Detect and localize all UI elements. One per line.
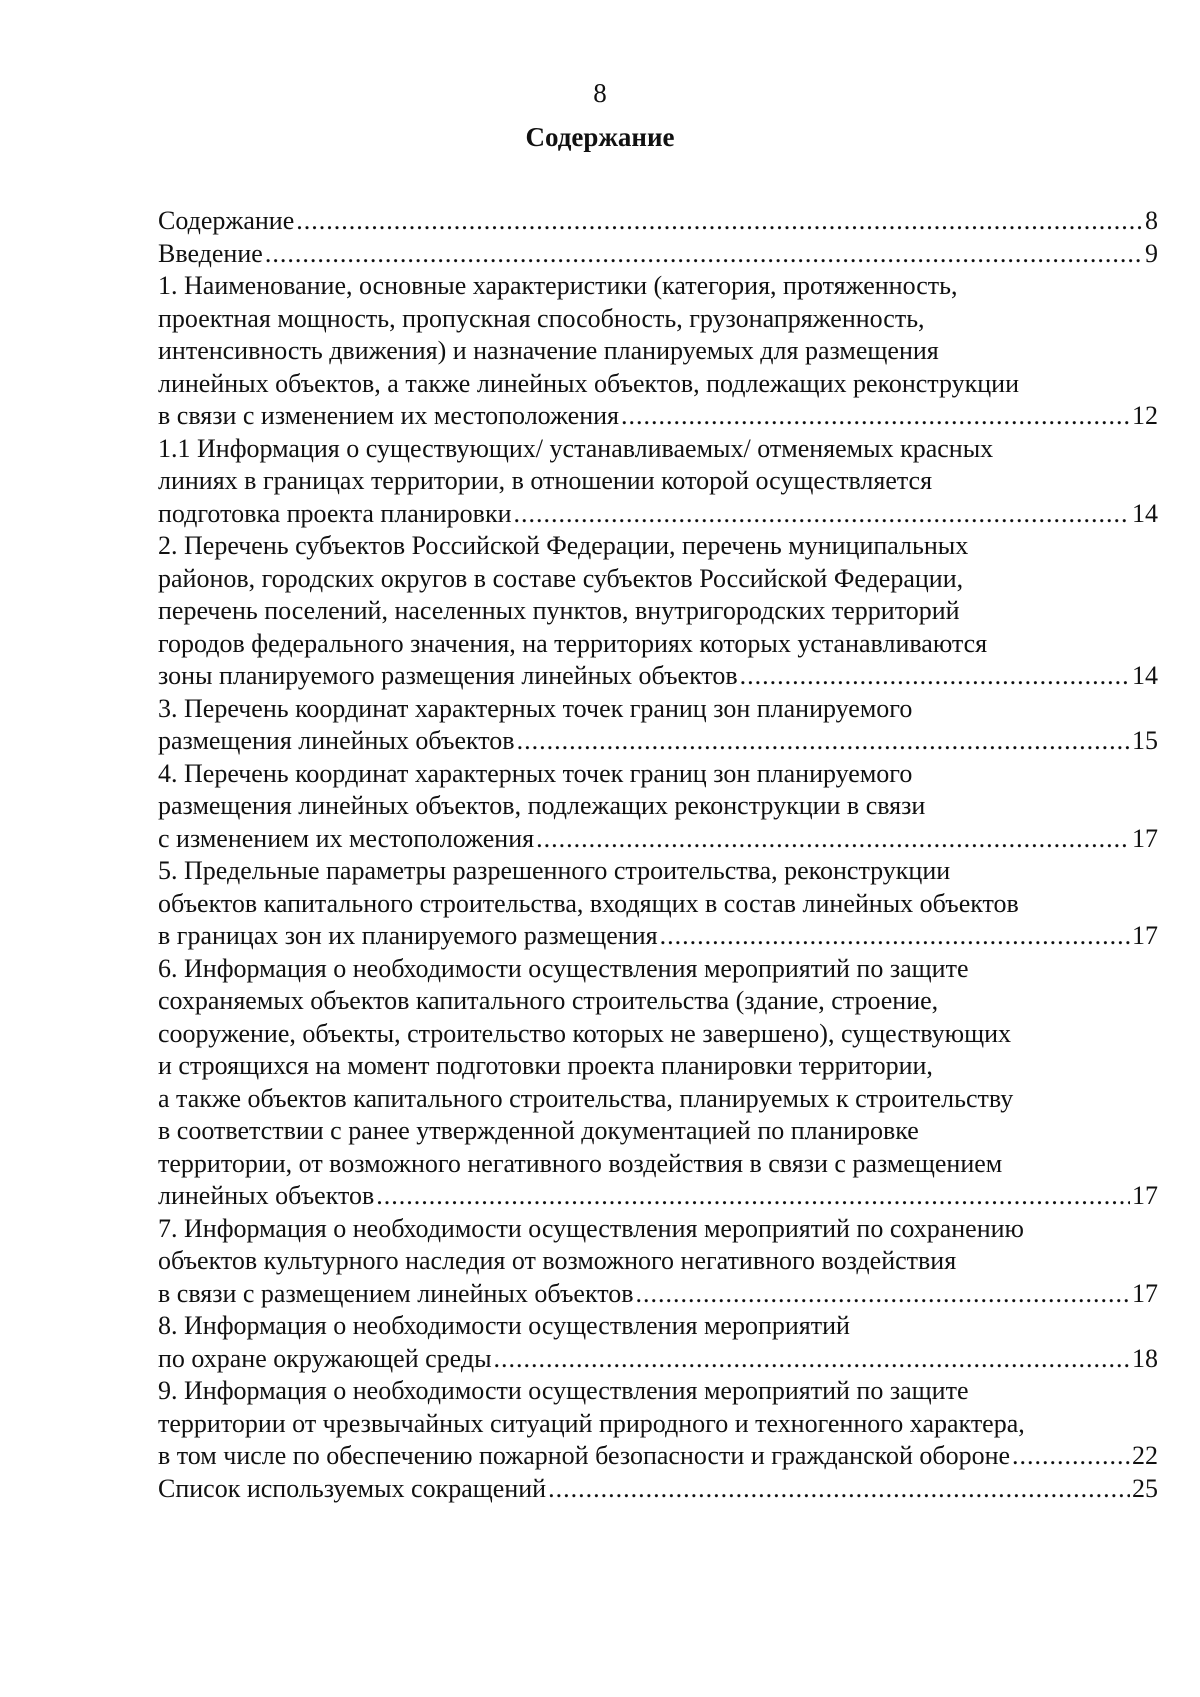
- toc-entry[interactable]: [158, 238, 1158, 271]
- toc-entry-text: в границах зон их планируемого размещения: [158, 921, 658, 950]
- toc-entry-text: по охране окружающей среды: [158, 1343, 492, 1373]
- toc-entry-text: в том числе по обеспечению пожарной безопасности и гражданской обороне: [158, 1441, 1011, 1470]
- toc-leader-dots: [514, 498, 1130, 531]
- toc-entry[interactable]: [158, 1213, 1158, 1311]
- toc-entry-last-line: [158, 920, 1158, 953]
- toc-page-number: 17: [1132, 921, 1158, 950]
- toc-leader-dots: [536, 823, 1130, 856]
- toc-entry-text: сооружение, объекты, строительство которых не завершено), существующих: [158, 1018, 1012, 1048]
- toc-page-number: 14: [1132, 661, 1158, 690]
- toc-leader-dots: [548, 1473, 1130, 1506]
- toc-entry[interactable]: [158, 433, 1158, 531]
- toc-entry-text: Содержание: [158, 206, 295, 235]
- toc-page-number: 14: [1132, 498, 1158, 528]
- toc-entry-text: 3. Перечень координат характерных точек границ зон планируемого: [158, 693, 913, 723]
- toc-leader-dots: [660, 920, 1130, 953]
- toc-entry-text: линейных объектов, а также линейных объектов, подлежащих реконструкции: [158, 368, 1019, 398]
- toc-entry-text: 2. Перечень субъектов Российской Федерации, перечень муниципальных: [158, 531, 969, 560]
- toc-entry[interactable]: [158, 855, 1158, 953]
- toc-entry-text: размещения линейных объектов: [158, 726, 515, 755]
- toc-entry-text: объектов культурного наследия от возможного негативного воздействия: [158, 1246, 957, 1275]
- toc-entry-text: в связи с изменением их местоположения: [158, 401, 619, 430]
- toc-entry-text: 6. Информация о необходимости осуществления мероприятий по защите: [158, 953, 969, 983]
- table-of-contents: [158, 205, 1158, 1505]
- toc-entry[interactable]: [158, 953, 1158, 1213]
- toc-entry-text: линейных объектов: [158, 1181, 375, 1210]
- toc-entry-last-line: [158, 498, 1158, 531]
- toc-leader-dots: [265, 238, 1142, 271]
- toc-page-number: 8: [1145, 206, 1158, 235]
- toc-entry[interactable]: [158, 205, 1158, 238]
- toc-entry-text: Список используемых сокращений: [158, 1473, 547, 1503]
- page-number: 8: [593, 78, 607, 108]
- toc-entry-text: подготовка проекта планировки: [158, 498, 512, 528]
- toc-entry-text: зоны планируемого размещения линейных объектов: [158, 661, 738, 690]
- toc-entry[interactable]: [158, 1473, 1158, 1506]
- toc-entry-text: 4. Перечень координат характерных точек границ зон планируемого: [158, 758, 913, 788]
- toc-entry-text: 7. Информация о необходимости осуществления мероприятий по сохранению: [158, 1213, 1024, 1243]
- toc-entry[interactable]: [158, 1375, 1158, 1473]
- toc-leader-dots: [636, 1278, 1130, 1311]
- toc-entry-last-line: [158, 205, 1158, 238]
- toc-leader-dots: [1012, 1440, 1130, 1473]
- toc-leader-dots: [494, 1343, 1130, 1376]
- toc-page-number: 12: [1132, 401, 1158, 430]
- toc-entry-last-line: [158, 725, 1158, 758]
- toc-entry-text: а также объектов капитального строительства, планируемых к строительству: [158, 1083, 1014, 1113]
- toc-page-number: 18: [1132, 1343, 1158, 1373]
- toc-entry-last-line: [158, 660, 1158, 693]
- toc-entry-text: в связи с размещением линейных объектов: [158, 1278, 634, 1308]
- toc-entry-last-line: [158, 1440, 1158, 1473]
- toc-entry-last-line: [158, 1473, 1158, 1506]
- toc-entry-last-line: [158, 1278, 1158, 1311]
- toc-entry-text: линиях в границах территории, в отношении которой осуществляется: [158, 466, 933, 495]
- toc-entry-text: 8. Информация о необходимости осуществления мероприятий: [158, 1311, 850, 1340]
- toc-entry-last-line: [158, 238, 1158, 271]
- toc-entry-text: 1.1 Информация о существующих/ устанавливаемых/ отменяемых красных: [158, 433, 994, 463]
- toc-entry-last-line: [158, 1343, 1158, 1376]
- toc-entry-text: территории от чрезвычайных ситуаций природного и техногенного характера,: [158, 1408, 1025, 1438]
- toc-page-number: 17: [1132, 1181, 1158, 1210]
- toc-page-number: 25: [1132, 1473, 1158, 1503]
- toc-entry-text: сохраняемых объектов капитального строительства (здание, строение,: [158, 986, 939, 1015]
- toc-entry-text: 5. Предельные параметры разрешенного строительства, реконструкции: [158, 856, 951, 885]
- toc-entry-text: территории, от возможного негативного воздействия в связи с размещением: [158, 1148, 1003, 1178]
- toc-entry[interactable]: [158, 270, 1158, 433]
- toc-entry-text: в соответствии с ранее утвержденной документацией по планировке: [158, 1116, 919, 1145]
- toc-entry-text: 9. Информация о необходимости осуществления мероприятий по защите: [158, 1376, 969, 1405]
- toc-entry[interactable]: [158, 693, 1158, 758]
- page-title: Содержание: [525, 122, 675, 152]
- toc-leader-dots: [740, 660, 1130, 693]
- toc-leader-dots: [621, 400, 1130, 433]
- toc-page-number: 17: [1132, 823, 1158, 853]
- toc-entry-text: перечень поселений, населенных пунктов, внутригородских территорий: [158, 596, 960, 625]
- toc-page-number: 22: [1132, 1441, 1158, 1470]
- toc-entry-text: проектная мощность, пропускная способность, грузонапряженность,: [158, 303, 925, 333]
- toc-entry-text: 1. Наименование, основные характеристики (категория, протяженность,: [158, 271, 958, 300]
- toc-entry[interactable]: [158, 530, 1158, 693]
- toc-entry-text: объектов капитального строительства, входящих в состав линейных объектов: [158, 888, 1019, 918]
- toc-leader-dots: [517, 725, 1130, 758]
- toc-entry-text: и строящихся на момент подготовки проекта планировки территории,: [158, 1051, 933, 1080]
- toc-entry-last-line: [158, 823, 1158, 856]
- toc-entry-text: интенсивность движения) и назначение планируемых для размещения: [158, 336, 939, 365]
- toc-page-number: 17: [1132, 1278, 1158, 1308]
- toc-page-number: 15: [1132, 726, 1158, 755]
- toc-page-number: 9: [1145, 238, 1158, 268]
- toc-entry-text: городов федерального значения, на территориях которых устанавливаются: [158, 628, 988, 658]
- toc-entry[interactable]: [158, 1310, 1158, 1375]
- toc-entry-last-line: [158, 1180, 1158, 1213]
- toc-leader-dots: [376, 1180, 1130, 1213]
- toc-entry-text: Введение: [158, 238, 263, 268]
- toc-entry[interactable]: [158, 758, 1158, 856]
- toc-entry-last-line: [158, 400, 1158, 433]
- toc-entry-text: с изменением их местоположения: [158, 823, 535, 853]
- toc-entry-text: районов, городских округов в составе субъектов Российской Федерации,: [158, 563, 964, 593]
- toc-leader-dots: [296, 205, 1142, 238]
- toc-entry-text: размещения линейных объектов, подлежащих реконструкции в связи: [158, 791, 926, 820]
